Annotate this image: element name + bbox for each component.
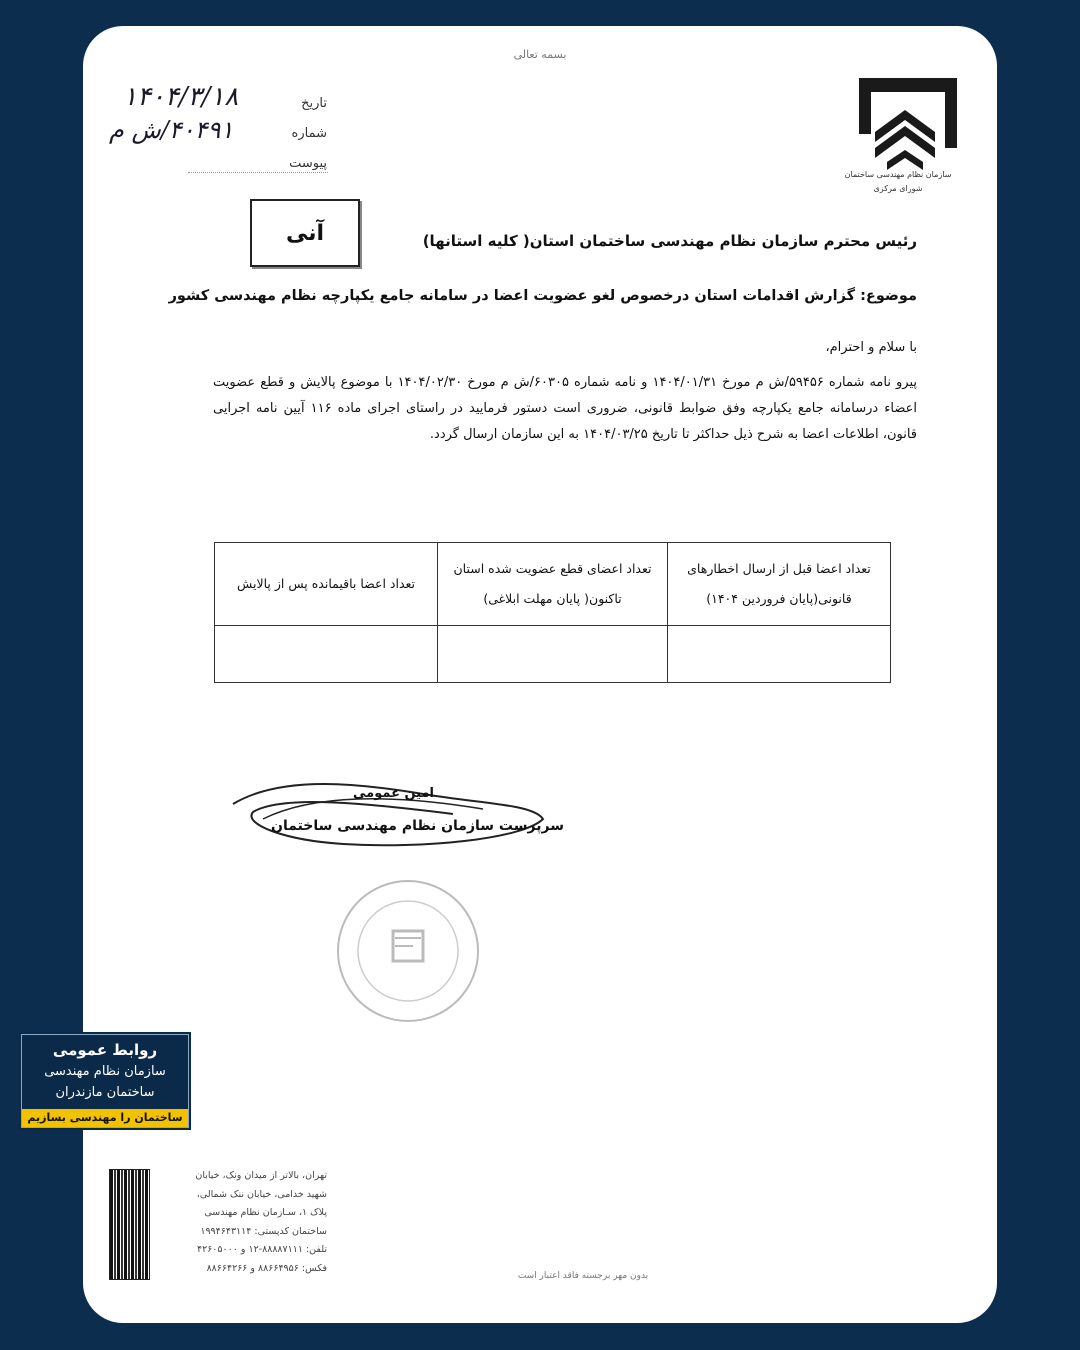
logo-caption: سازمان نظام مهندسی ساختمان	[844, 170, 952, 179]
report-table	[214, 542, 891, 683]
table-header-cell: تعداد اعضا قبل از ارسال اخطارهای قانونی(پایان فروردین ۱۴۰۴)	[667, 543, 890, 626]
body-paragraph: پیرو نامه شماره ۵۹۴۵۶/ش م مورخ ۱۴۰۴/۰۱/۳۱ و نامه شماره ۶۰۳۰۵/ش م مورخ ۱۴۰۴/۰۲/۳۰ با موضوع پالایش و قطع عضویت اعضاء درسامانه جامع یکپارچه وفق ضوابط قانونی، ضروری است دستور فرمایید در راستای اجرای ماده ۱۱۶ آیین نامه اجرایی قانون، اطلاعات اعضا به شرح ذیل حداکثر تا تاریخ ۱۴۰۴/۰۳/۲۵ به این سازمان ارسال گردد.	[213, 375, 918, 442]
table-cell	[438, 626, 668, 683]
table-header-row	[215, 543, 891, 626]
address-line: ساختمان کدپستی: ۱۹۹۴۶۴۳۱۱۴	[200, 1225, 327, 1237]
public-relations-badge	[21, 1034, 189, 1128]
address-block	[157, 1167, 327, 1279]
table-cell	[667, 626, 890, 683]
barcode-strip	[109, 1169, 150, 1280]
letter-page	[83, 26, 997, 1323]
date-label: تاریخ	[301, 96, 327, 111]
badge-slogan: ساختمان را مهندسی بسازیم	[22, 1109, 188, 1127]
subject-line: موضوع: گزارش اقدامات استان درخصوص لغو عضویت اعضا در سامانه جامع یکپارچه نظام مهندسی کشور	[168, 288, 917, 304]
badge-title: روابط عمومی	[52, 1041, 158, 1059]
signature-name: سرپرست سازمان نظام مهندسی ساختمان	[271, 818, 564, 834]
table-row	[215, 626, 891, 683]
greeting: با سلام و احترام،	[825, 340, 917, 355]
table-header-cell: تعداد اعضای قطع عضویت شده استان تاکنون( پایان مهلت ابلاغی)	[438, 543, 668, 626]
logo-subcaption: شورای مرکزی	[873, 184, 923, 193]
attachment-dotted-line	[188, 172, 328, 173]
footer-note: بدون مهر برجسته فاقد اعتبار است	[517, 1271, 649, 1281]
address-line: فکس: ۸۸۶۶۴۹۵۶ و ۸۸۶۶۴۲۶۶	[206, 1262, 327, 1274]
address-line: تهران، بالاتر از میدان ونک، خیابان	[195, 1170, 327, 1181]
address-line: پلاک ۱، سـازمان نظام مهندسی	[204, 1207, 327, 1219]
address-line: شهید خدامی، خیابان ننک شمالی،	[196, 1188, 327, 1200]
urgent-stamp-box	[250, 199, 360, 267]
recipient-line: رئیس محترم سازمان نظام مهندسی ساختمان استان( کلیه استانها)	[422, 232, 917, 250]
signature-title: امین عمومی	[353, 786, 434, 801]
table-cell	[215, 626, 438, 683]
address-line: تلفن: ۸۸۸۸۷۱۱۱-۱۲ و ۴۲۶۰۵۰۰۰	[197, 1244, 327, 1256]
signature-scribble-icon	[223, 764, 563, 854]
table-header-cell: تعداد اعضا باقیمانده پس از پالایش	[215, 543, 438, 626]
urgent-label: آنی	[285, 220, 325, 246]
attachment-label: پیوست	[289, 156, 327, 171]
badge-org-line: سازمان نظام مهندسی	[44, 1064, 166, 1079]
basmala: بسمه تعالی	[513, 48, 567, 61]
number-label: شماره	[291, 126, 327, 141]
badge-region-line: ساختمان مازندران	[55, 1085, 155, 1100]
official-seal-icon	[333, 876, 483, 1026]
date-value: ۱۴۰۴/۳/۱۸	[123, 82, 239, 112]
number-value: ۴۰۴۹۱/ش م	[109, 116, 234, 144]
